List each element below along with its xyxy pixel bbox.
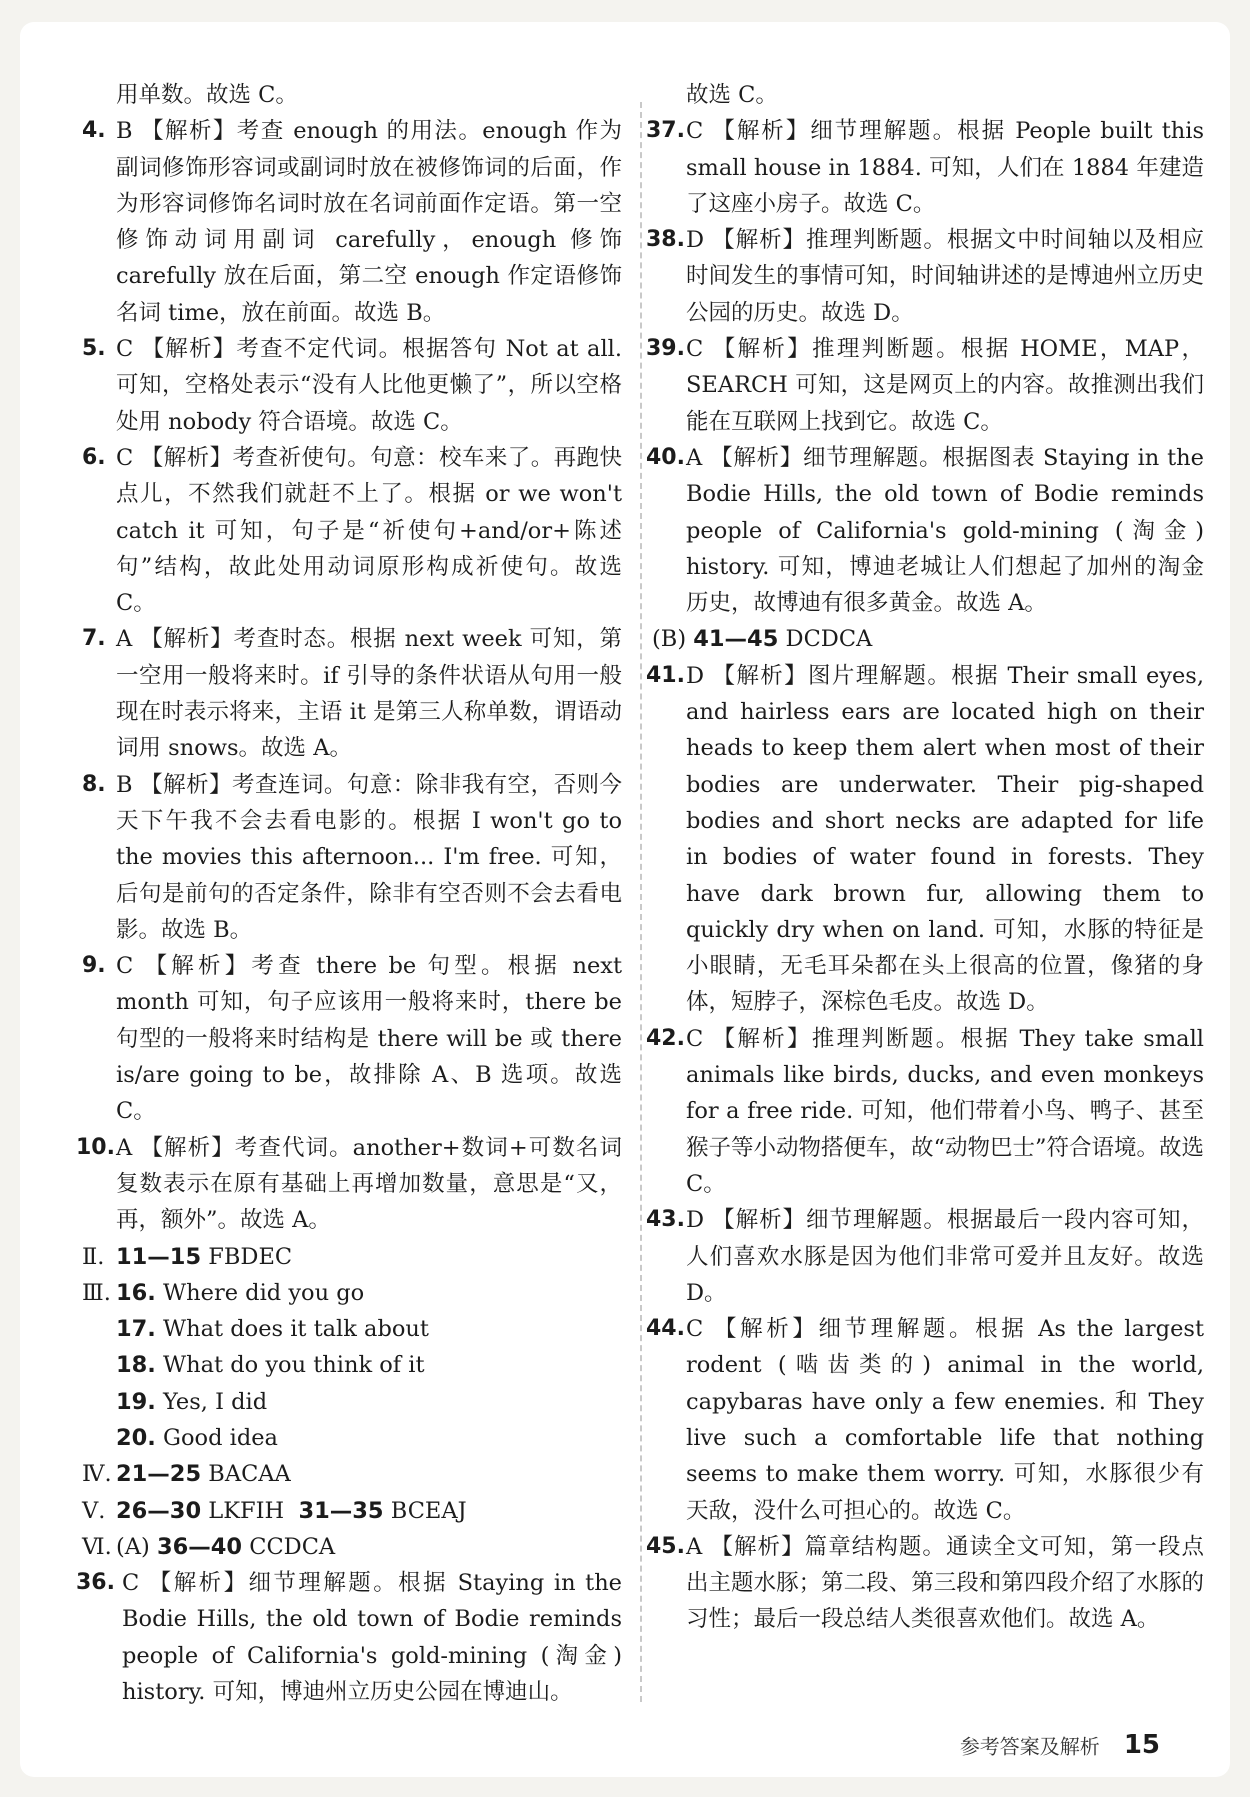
section-numeral: Ⅲ. — [82, 1279, 111, 1306]
section-numeral: Ⅱ. — [82, 1243, 105, 1270]
section-5 — [82, 1493, 622, 1529]
answer-number: 10. — [76, 1134, 115, 1160]
answer-number: 36. — [76, 1570, 115, 1596]
answer-number: 38. — [646, 227, 685, 253]
answer-number: 41. — [646, 662, 685, 688]
answer-number: 20. — [116, 1424, 156, 1451]
answer-39 — [646, 331, 1204, 440]
answer-text: C 【解析】考查 there be 句型。根据 next month 可知，句子应该用一般将来时，there be 句型的一般将来时结构是 there will be 或 there is/are going to be，故排除 A、B 选项。故选 C。 — [116, 953, 622, 1125]
answer-range: 11—15 — [116, 1243, 202, 1270]
answer-38 — [646, 222, 1204, 331]
answer-number: 5. — [82, 336, 106, 362]
answer-43 — [646, 1202, 1204, 1311]
answer-6 — [82, 440, 622, 621]
answer-key: LKFIH — [208, 1497, 285, 1524]
answer-4 — [82, 113, 622, 331]
part-label: (B) — [652, 626, 687, 653]
answer-text: C 【解析】考查祈使句。句意：校车来了。再跑快点儿，不然我们就赶不上了。根据 or we won't catch it 可知，句子是“祈使句+and/or+陈述句”结构，故此处用动词原形构成祈使句。故选 C。 — [116, 444, 622, 617]
answer-text: A 【解析】考查时态。根据 next week 可知，第一空用一般将来时。if 引导的条件状语从句用一般现在时表示将来，主语 it 是第三人称单数，谓语动词用 snows。故选 A。 — [116, 626, 622, 762]
answer-text: D 【解析】推理判断题。根据文中时间轴以及相应时间发生的事情可知，时间轴讲述的是博迪州立历史公园的历史。故选 D。 — [686, 227, 1204, 326]
section-3-item-17 — [82, 1311, 622, 1347]
answer-text: C 【解析】细节理解题。根据 As the largest rodent (啮齿类的) animal in the world, capybaras have only a few enemies. 和 They live such a comfortable life that nothing seems to make them worry. 可知，水豚很少有天敌，没什么可担心的。故选 C。 — [686, 1316, 1204, 1524]
answer-3-continued — [82, 77, 622, 113]
answer-text: Yes, I did — [163, 1388, 268, 1415]
answer-text: A 【解析】考查代词。another+数词+可数名词复数表示在原有基础上再增加数量，意思是“又，再，额外”。故选 A。 — [116, 1134, 622, 1234]
answer-text: A 【解析】篇章结构题。通读全文可知，第一段点出主题水豚；第二段、第三段和第四段介绍了水豚的习性；最后一段总结人类很喜欢他们。故选 A。 — [686, 1533, 1204, 1633]
answer-key: CCDCA — [249, 1533, 336, 1560]
answer-text: C 【解析】细节理解题。根据 People built this small house in 1884. 可知，人们在 1884 年建造了这座小房子。故选 C。 — [686, 118, 1204, 217]
left-column — [76, 77, 622, 1710]
part-b — [652, 621, 1204, 657]
answer-8 — [82, 767, 622, 948]
answer-number: 40. — [646, 444, 685, 470]
section-6 — [82, 1529, 622, 1565]
answer-number: 39. — [646, 336, 685, 362]
answer-page — [20, 22, 1230, 1777]
answer-9 — [82, 948, 622, 1129]
answer-number: 18. — [116, 1352, 156, 1379]
answer-text: C 【解析】推理判断题。根据 HOME，MAP，SEARCH 可知，这是网页上的内容。故推测出我们能在互联网上找到它。故选 C。 — [686, 336, 1204, 435]
answer-key: BCEAJ — [390, 1497, 467, 1524]
answer-number: 6. — [82, 444, 106, 470]
answer-44 — [646, 1311, 1204, 1529]
answer-number: 17. — [116, 1316, 156, 1343]
answer-10 — [76, 1130, 622, 1239]
answer-42 — [646, 1021, 1205, 1202]
section-2 — [82, 1239, 622, 1275]
page-footer — [960, 1730, 1160, 1760]
answer-text: C 【解析】推理判断题。根据 They take small animals like birds, ducks, and even monkeys for a free ride. 可知，他们带着小鸟、鸭子、甚至猴子等小动物搭便车，故“动物巴士”符合语境。故选 C。 — [686, 1025, 1205, 1197]
answer-7 — [82, 621, 622, 766]
answer-36 — [76, 1565, 622, 1710]
answer-number: 4. — [82, 118, 106, 144]
answer-text: D 【解析】图片理解题。根据 Their small eyes, and hairless ears are located high on their heads to keep them alert when most of their bodies are underwater. Their pig-shaped bodies and short necks are adapted for life in bodies of water found in forests. They have dark brown fur, allowing them to quickly dry when on land. 可知，水豚的特征是小眼睛，无毛耳朵都在头上很高的位置，像猪的身体，短脖子，深棕色毛皮。故选 D。 — [686, 662, 1204, 1016]
answer-number: 37. — [646, 118, 685, 144]
section-numeral: Ⅴ. — [82, 1497, 106, 1524]
answer-text: C 【解析】细节理解题。根据 Staying in the Bodie Hills, the old town of Bodie reminds people of California's gold-mining (淘金) history. 可知，博迪州立历史公园在博迪山。 — [122, 1570, 622, 1706]
answer-text: What does it talk about — [163, 1316, 429, 1343]
column-divider — [640, 102, 642, 1702]
answer-text: What do you think of it — [163, 1352, 425, 1379]
answer-text: 故选 C。 — [686, 82, 778, 108]
answer-37 — [646, 113, 1204, 222]
answer-number: 7. — [82, 626, 106, 652]
answer-number: 8. — [82, 771, 106, 797]
section-4 — [82, 1456, 622, 1492]
answer-text: Good idea — [163, 1424, 278, 1451]
answer-text: C 【解析】考查不定代词。根据答句 Not at all. 可知，空格处表示“没有人比他更懒了”，所以空格处用 nobody 符合语境。故选 C。 — [116, 336, 622, 435]
answer-range: 41—45 — [693, 626, 779, 653]
answer-range: 31—35 — [298, 1497, 384, 1524]
answer-text: B 【解析】考查 enough 的用法。enough 作为副词修饰形容词或副词时放在被修饰词的后面，作为形容词修饰名词时放在名词前面作定语。第一空修饰动词用副词 carefully，enough 修饰 carefully 放在后面，第二空 enough 作定语修饰名词 time，放在前面。故选 B。 — [116, 118, 622, 326]
answer-key: FBDEC — [208, 1243, 293, 1270]
section-numeral: Ⅳ. — [82, 1461, 112, 1488]
answer-41 — [646, 658, 1204, 1021]
answer-number: 43. — [646, 1207, 685, 1233]
answer-range: 21—25 — [116, 1461, 202, 1488]
section-3-item-20 — [82, 1420, 622, 1456]
answer-text: D 【解析】细节理解题。根据最后一段内容可知，人们喜欢水豚是因为他们非常可爱并且友好。故选 D。 — [686, 1207, 1204, 1306]
answer-range: 26—30 — [116, 1497, 202, 1524]
answer-number: 9. — [82, 953, 106, 979]
answer-text: Where did you go — [163, 1279, 365, 1306]
answer-number: 16. — [116, 1279, 156, 1306]
part-label: (A) — [116, 1533, 150, 1560]
answer-text: B 【解析】考查连词。句意：除非我有空，否则今天下午我不会去看电影的。根据 I won't go to the movies this afternoon... I'm free. 可知，后句是前句的否定条件，除非有空否则不会去看电影。故选 B。 — [116, 771, 622, 943]
answer-45 — [646, 1529, 1204, 1638]
footer-label: 参考答案及解析 — [959, 1734, 1100, 1759]
answer-text: 用单数。故选 C。 — [116, 82, 298, 108]
answer-number: 42. — [646, 1025, 685, 1051]
section-numeral: Ⅵ. — [82, 1533, 112, 1560]
answer-key: BACAA — [208, 1461, 291, 1488]
answer-key: DCDCA — [785, 626, 873, 653]
answer-number: 44. — [646, 1316, 685, 1342]
answer-36-continued — [652, 77, 1204, 113]
answer-40 — [646, 440, 1204, 621]
answer-5 — [82, 331, 622, 440]
section-3-item-19 — [82, 1384, 622, 1420]
section-3 — [82, 1275, 622, 1311]
answer-range: 36—40 — [156, 1533, 243, 1560]
right-column — [646, 77, 1205, 1638]
answer-number: 19. — [116, 1388, 156, 1415]
answer-text: A 【解析】细节理解题。根据图表 Staying in the Bodie Hills, the old town of Bodie reminds people of California's gold-mining (淘金) history. 可知，博迪老城让人们想起了加州的淘金历史，故博迪有很多黄金。故选 A。 — [686, 444, 1204, 617]
section-3-item-18 — [82, 1347, 622, 1383]
answer-number: 45. — [646, 1533, 685, 1559]
page-number: 15 — [1123, 1730, 1160, 1760]
